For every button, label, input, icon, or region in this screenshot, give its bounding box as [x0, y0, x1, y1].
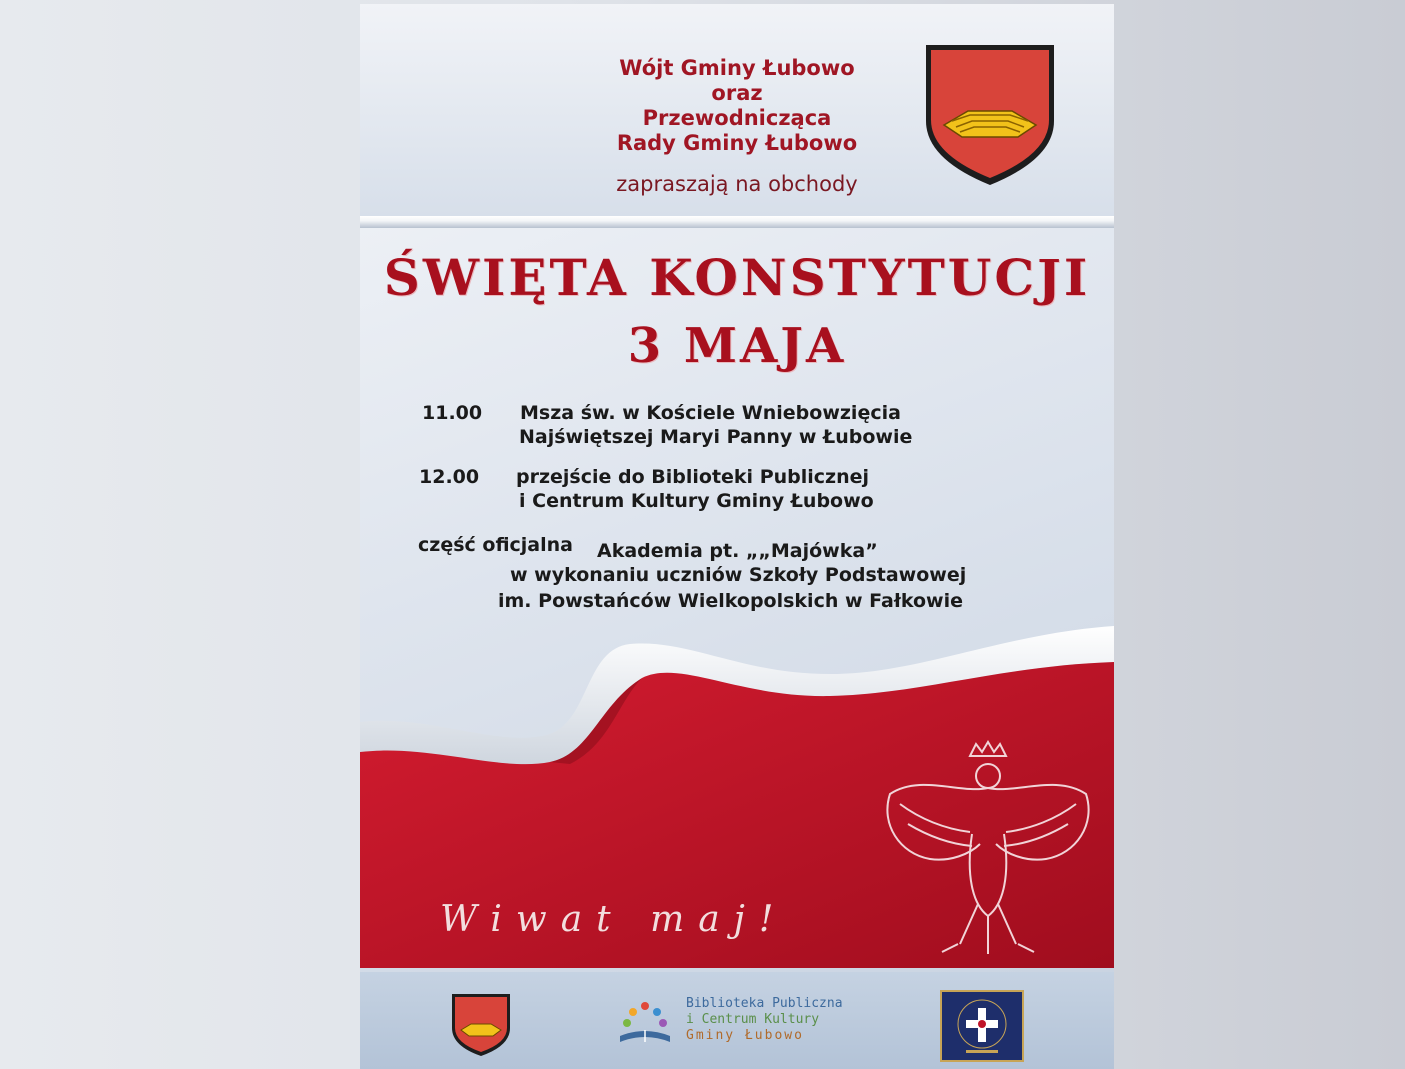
event-poster: [360, 4, 1114, 1069]
organizer-line-1: Wójt Gminy Łubowo: [619, 56, 855, 80]
library-logo: [614, 994, 843, 1054]
organizer-line-3: Przewodnicząca: [642, 106, 832, 130]
organizer-line-4: Rady Gminy Łubowo: [616, 131, 858, 155]
library-name-line: Biblioteka Publiczna: [686, 996, 843, 1011]
coat-of-arms-small-icon: [450, 992, 512, 1058]
official-item-text: w wykonaniu uczniów Szkoły Podstawowej: [510, 564, 967, 586]
schedule-time: 11.00: [422, 402, 483, 424]
flag-slogan: Wiwat maj!: [440, 899, 788, 940]
organizer-line-2: oraz: [711, 81, 763, 105]
schedule-item-text: Najświętszej Maryi Panny w Łubowie: [519, 426, 913, 448]
library-name-line: i Centrum Kultury: [686, 1012, 820, 1027]
library-name-line: Gminy Łubowo: [686, 1028, 804, 1043]
event-date-title: 3 MAJA: [627, 318, 847, 374]
poster-footer: [360, 972, 1114, 1069]
official-item-text: im. Powstańców Wielkopolskich w Fałkowie: [498, 590, 964, 612]
schedule-item-text: przejście do Biblioteki Publicznej: [516, 466, 870, 488]
invitation-subtitle: zapraszają na obchody: [616, 172, 858, 196]
schedule-item-text: i Centrum Kultury Gminy Łubowo: [519, 490, 874, 512]
poster-header: [360, 4, 1114, 216]
official-part-label: część oficjalna: [418, 534, 573, 556]
coat-of-arms-icon: [922, 41, 1058, 189]
schedule-time: 12.00: [419, 466, 480, 488]
header-divider: [360, 216, 1114, 228]
official-item-text: Akademia pt. „„Majówka”: [597, 540, 878, 562]
event-title: ŚWIĘTA KONSTYTUCJI: [383, 248, 1091, 307]
schedule-item-text: Msza św. w Kościele Wniebowzięcia: [520, 402, 901, 424]
library-book-icon: [614, 996, 676, 1052]
school-emblem-icon: [940, 990, 1024, 1062]
